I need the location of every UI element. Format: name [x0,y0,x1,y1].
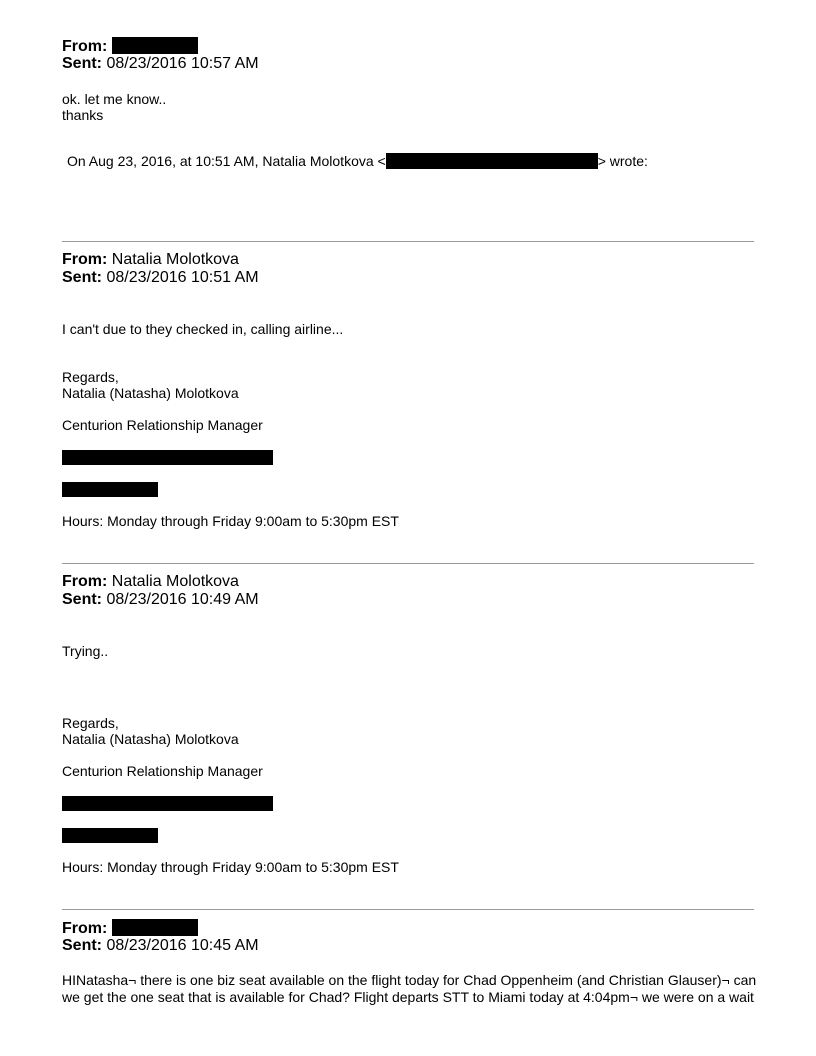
sent-timestamp: 08/23/2016 10:57 AM [106,55,259,72]
message-4-body: HINatasha¬ there is one biz seat available on the flight today for Chad Oppenheim (and Christian Glauser)¬ can we get the one seat that is available for Chad? Flight departs STT to Miami today at 4:04pm¬ we were on a wait [62,972,757,1005]
redacted-sender [112,37,198,54]
sent-timestamp: 08/23/2016 10:45 AM [106,937,259,954]
from-label: From: [62,920,108,937]
from-label: From: [62,251,108,268]
redacted-email [386,153,598,169]
quote-prefix: On Aug 23, 2016, at 10:51 AM, Natalia Molotkova < [67,153,386,169]
from-label: From: [62,573,108,590]
signature-hours: Hours: Monday through Friday 9:00am to 5:30pm EST [62,513,399,529]
sender-name: Natalia Molotkova [111,573,239,590]
signature-regards: Regards, [62,369,119,385]
from-label: From: [62,38,108,55]
sent-label: Sent: [62,55,102,72]
message-1-quote-line [67,153,648,169]
sent-label: Sent: [62,269,102,286]
signature-title: Centurion Relationship Manager [62,763,263,779]
message-4-from-line [62,919,198,938]
message-4-sent-line [62,937,259,955]
sender-name: Natalia Molotkova [111,251,239,268]
message-2-body: I can't due to they checked in, calling airline... [62,321,344,337]
signature-regards: Regards, [62,715,119,731]
message-divider [62,909,754,910]
redacted-phone [62,828,158,843]
message-3-from-line [62,573,239,591]
redacted-contact-line [62,796,273,811]
message-1-body-line-1: ok. let me know.. [62,91,167,107]
redacted-phone [62,482,158,497]
sent-timestamp: 08/23/2016 10:49 AM [106,591,259,608]
message-3-sent-line [62,591,259,609]
message-divider [62,241,754,242]
sent-timestamp: 08/23/2016 10:51 AM [106,269,259,286]
message-2-sent-line [62,269,259,287]
signature-name: Natalia (Natasha) Molotkova [62,731,239,747]
redacted-contact-line [62,450,273,465]
quote-suffix: > wrote: [597,153,648,169]
sent-label: Sent: [62,591,102,608]
message-1-body-line-2: thanks [62,107,104,123]
signature-hours: Hours: Monday through Friday 9:00am to 5:30pm EST [62,859,399,875]
message-1-sent-line [62,55,259,73]
message-1-from-line [62,37,198,56]
signature-name: Natalia (Natasha) Molotkova [62,385,239,401]
sent-label: Sent: [62,937,102,954]
message-divider [62,563,754,564]
signature-title: Centurion Relationship Manager [62,417,263,433]
redacted-sender [112,919,198,936]
message-3-body: Trying.. [62,643,109,659]
message-2-from-line [62,251,239,269]
